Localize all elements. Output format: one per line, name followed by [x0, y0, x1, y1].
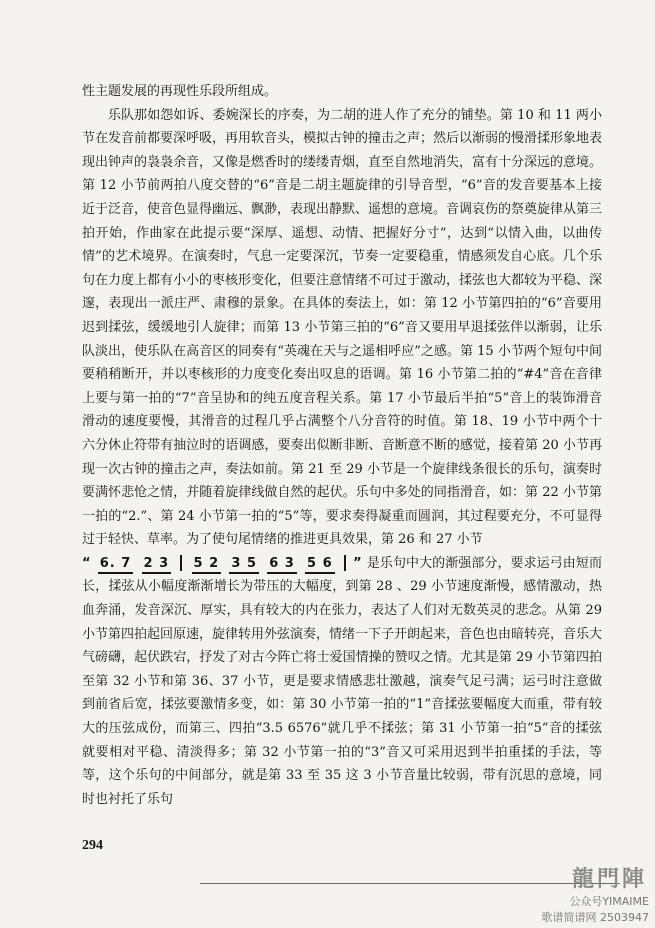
notation-measure: 3 5 [229, 556, 259, 574]
notation-measure: 2 3 [142, 556, 172, 574]
watermark [500, 862, 655, 928]
notation-quote-close: ” [353, 555, 363, 571]
notation-measure: 5 6 [305, 556, 335, 574]
notation-barline [344, 555, 346, 571]
notation-quote-open: “ [82, 555, 92, 571]
page-number: 294 [82, 838, 103, 853]
paragraph-orchestra-intro: 乐队那如怨如诉、委婉深长的序奏，为二胡的进人作了充分的铺垫。第 10 和 11 两小节在发音前都要深呼吸，再用软音头，模拟古钟的撞击之声；然后以渐弱的慢滑揉形象地表现出钟声的袅袅余音，又像是燃香时的缕缕青烟，直至自然地消失，富有十分深远的意境。第 12 小节前两拍八度交替的“6”音是二胡主题旋律的引导音型，“6”音的发音要基本上接近于泛音，使音色显得幽远、飘渺，表现出静默、遥想的意境。音调哀伤的祭奠旋律从第三拍开始，作曲家在此提示要“深厚、遥想、动情、把握好分寸”，达到“以情入曲，以曲传情”的艺术境界。在演奏时，气息一定要深沉，节奏一定要稳重，情感须发自心底。几个乐句在力度上都有小小的枣核形变化，但要注意情绪不可过于激动，揉弦也大都较为平稳、深邃，表现出一派庄严、肃穆的景象。在具体的奏法上，如：第 12 小节第四拍的“6”音要用迟到揉弦，缓缓地引人旋律；而第 13 小节第三拍的“6”音又要用早退揉弦伴以渐弱，让乐队淡出，使乐队在高音区的同奏有“英魂在天与之遥相呼应”之感。第 15 小节两个短句中间要稍稍断开，并以枣核形的力度变化奏出叹息的语调。第 16 小节第二拍的“#4”音在音律上要与第一拍的“7”音呈协和的纯五度音程关系。第 17 小节最后半拍“5”音上的装饰滑音滑动的速度要慢，其滑音的过程几乎占满整个八分音符的时值。第 18、19 小节中两个十六分休止符带有抽泣时的语调感，要奏出似断非断、音断意不断的感觉，接着第 20 小节再现一次古钟的撞击之声，奏法如前。第 21 至 29 小节是一个旋律线条很长的乐句，演奏时要满怀悲怆之情，并随着旋律线做自然的起伏。乐句中多处的同指滑音，如：第 22 小节第一拍的“2.”、第 24 小节第一拍的“5”等，要求奏得凝重而圆润，其过程要充分，不可显得过于轻快、草率。为了使句尾情绪的推进更具效果，第 26 和 27 小节 [82, 107, 603, 548]
watermark-logo: 龍門陣 [571, 866, 647, 892]
notation-measure: 5 2 [192, 556, 222, 574]
watermark-account: 公众号YIMAIME [569, 895, 649, 908]
notation-measure: 6 3 [267, 556, 297, 574]
body-text [82, 80, 602, 811]
watermark-site: 歌谱简谱网 2503947 [541, 911, 649, 924]
notation-measure: 6. 7 [98, 556, 134, 574]
notation-excerpt [82, 556, 367, 571]
paragraph-notation-line [82, 552, 602, 812]
notation-barline [180, 555, 182, 571]
paragraph-continuation: 性主题发展的再现性乐段所组成。 [82, 84, 278, 99]
paragraph-technique-analysis: 是乐句中大的渐强部分，要求运弓由短而长，揉弦从小幅度渐渐增长为带压的大幅度，到第 28 、29 小节速度渐慢，感情激动，热血奔涌，发音深沉、厚实，具有较大的内在张力，表达了人们对无数英灵的悲念。从第 29 小节第四拍起回原速，旋律转用外弦演奏，情绪一下子开朗起来，音色也由暗转亮，音乐大气磅礴，起伏跌宕，抒发了对古今阵亡将士爱国情操的赞叹之情。尤其是第 29 小节第四拍至第 32 小节和第 36、37 小节，更是要求情感悲壮激越，演奏气足弓满；运弓时注意做到前省后宽，揉弦要激情多变，如：第 30 小节第一拍的“1”音揉弦要幅度大而重，带有较大的压弦成份，而第三、四拍“3.5 6576”就几乎不揉弦；第 31 小节第一拍“5”音的揉弦就要相对平稳、清淡得多；第 32 小节第一拍的“3”音又可采用迟到半拍重揉的手法，等等，这个乐句的中间部分，就是第 33 至 35 这 3 小节音量比较弱，带有沉思的意境，同时也衬托了乐句 [82, 555, 603, 807]
